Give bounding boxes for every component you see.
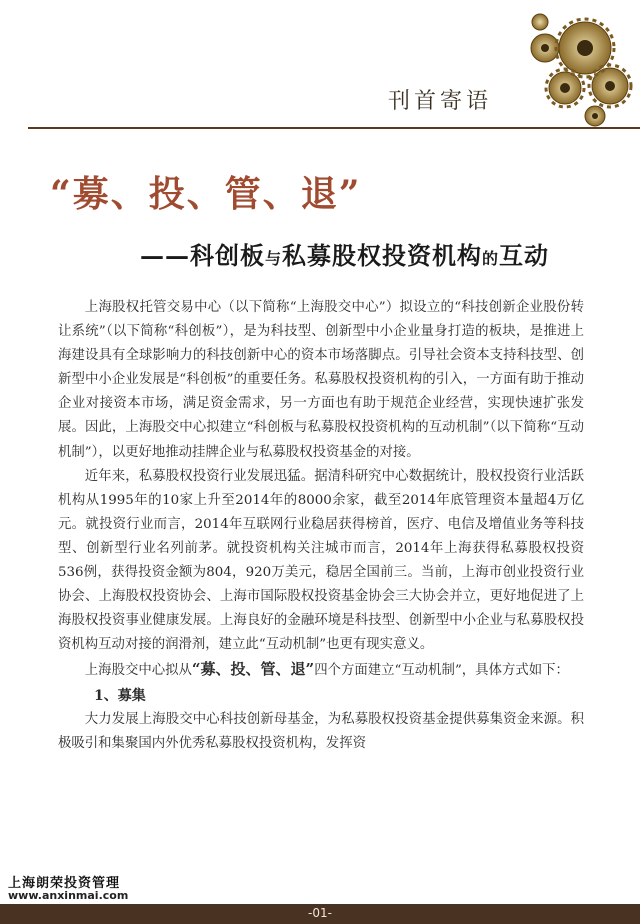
subtitle-part: 与 xyxy=(265,249,283,268)
company-logo-text: 上海朗荣投资管理 xyxy=(8,876,121,891)
subtitle-part: 互动 xyxy=(499,241,550,270)
header-divider xyxy=(28,127,640,129)
article-body xyxy=(58,296,584,756)
gears-icon xyxy=(515,8,635,130)
subtitle-part: 的 xyxy=(482,249,500,268)
emphasis-text: “募、投、管、退” xyxy=(191,660,315,679)
page-number: -01- xyxy=(308,906,332,920)
section-label: 刊首寄语 xyxy=(388,89,493,114)
article-title: “募、投、管、退” xyxy=(50,173,362,215)
paragraph: 大力发展上海股交中心科技创新母基金，为私募股权投资基金提供募集资金来源。积极吸引和集聚国内外优秀私募股权投资机构，发挥资 xyxy=(58,711,584,751)
paragraph: 近年来，私募股权投资行业发展迅猛。据清科研究中心数据统计，股权投资行业活跃机构从1995年的10家上升至2014年的8000余家，截至2014年底管理资本量超4万亿元。就投资行业而言，2014年互联网行业稳居获得榜首，医疗、电信及增值业务等科技型、创新型行业名列前茅。就投资机构关注城市而言，2014年上海获得私募股权投资536例，获得投资金额为804，920万美元，稳居全国前三。当前，上海市创业投资行业协会、上海股权投资协会、上海市国际股权投资基金协会三大协会并立，更好地促进了上海股权投资事业健康发展。上海良好的金融环境是科技型、创新型中小企业与私募股权投资机构互动对接的润滑剂，建立此“互动机制”也更有现实意义。 xyxy=(58,468,584,653)
paragraph xyxy=(58,657,584,683)
paragraph-text: 上海股交中心拟从 xyxy=(84,663,192,679)
paragraph-text: 四个方面建立“互动机制”，具体方式如下： xyxy=(314,663,569,679)
subtitle-part: 科创板 xyxy=(190,241,265,270)
company-url: www.anxinmai.com xyxy=(8,889,129,902)
subtitle-dash: —— xyxy=(140,241,190,270)
article-subtitle xyxy=(140,236,549,271)
page-header xyxy=(0,0,640,140)
paragraph: 上海股权托管交易中心（以下简称“上海股交中心”）拟设立的“科技创新企业股份转让系统”（以下简称“科创板”），是为科技型、创新型中小企业量身打造的板块，是推进上海建设具有全球影响力的科技创新中心的资本市场落脚点。引导社会资本支持科技型、创新型中小企业发展是“科创板”的重要任务。私募股权投资机构的引入，一方面有助于推动企业对接资本市场，满足资金需求，另一方面也有助于规范企业经营，实现快速扩张发展。因此，上海股交中心拟建立“科创板与私募股权投资机构的互动机制”（以下简称“互动机制”），以更好地推动挂牌企业与私募股权投资基金的对接。 xyxy=(58,300,584,460)
subtitle-part: 私募股权投资机构 xyxy=(282,241,483,270)
section-heading: 1、募集 xyxy=(94,687,146,704)
